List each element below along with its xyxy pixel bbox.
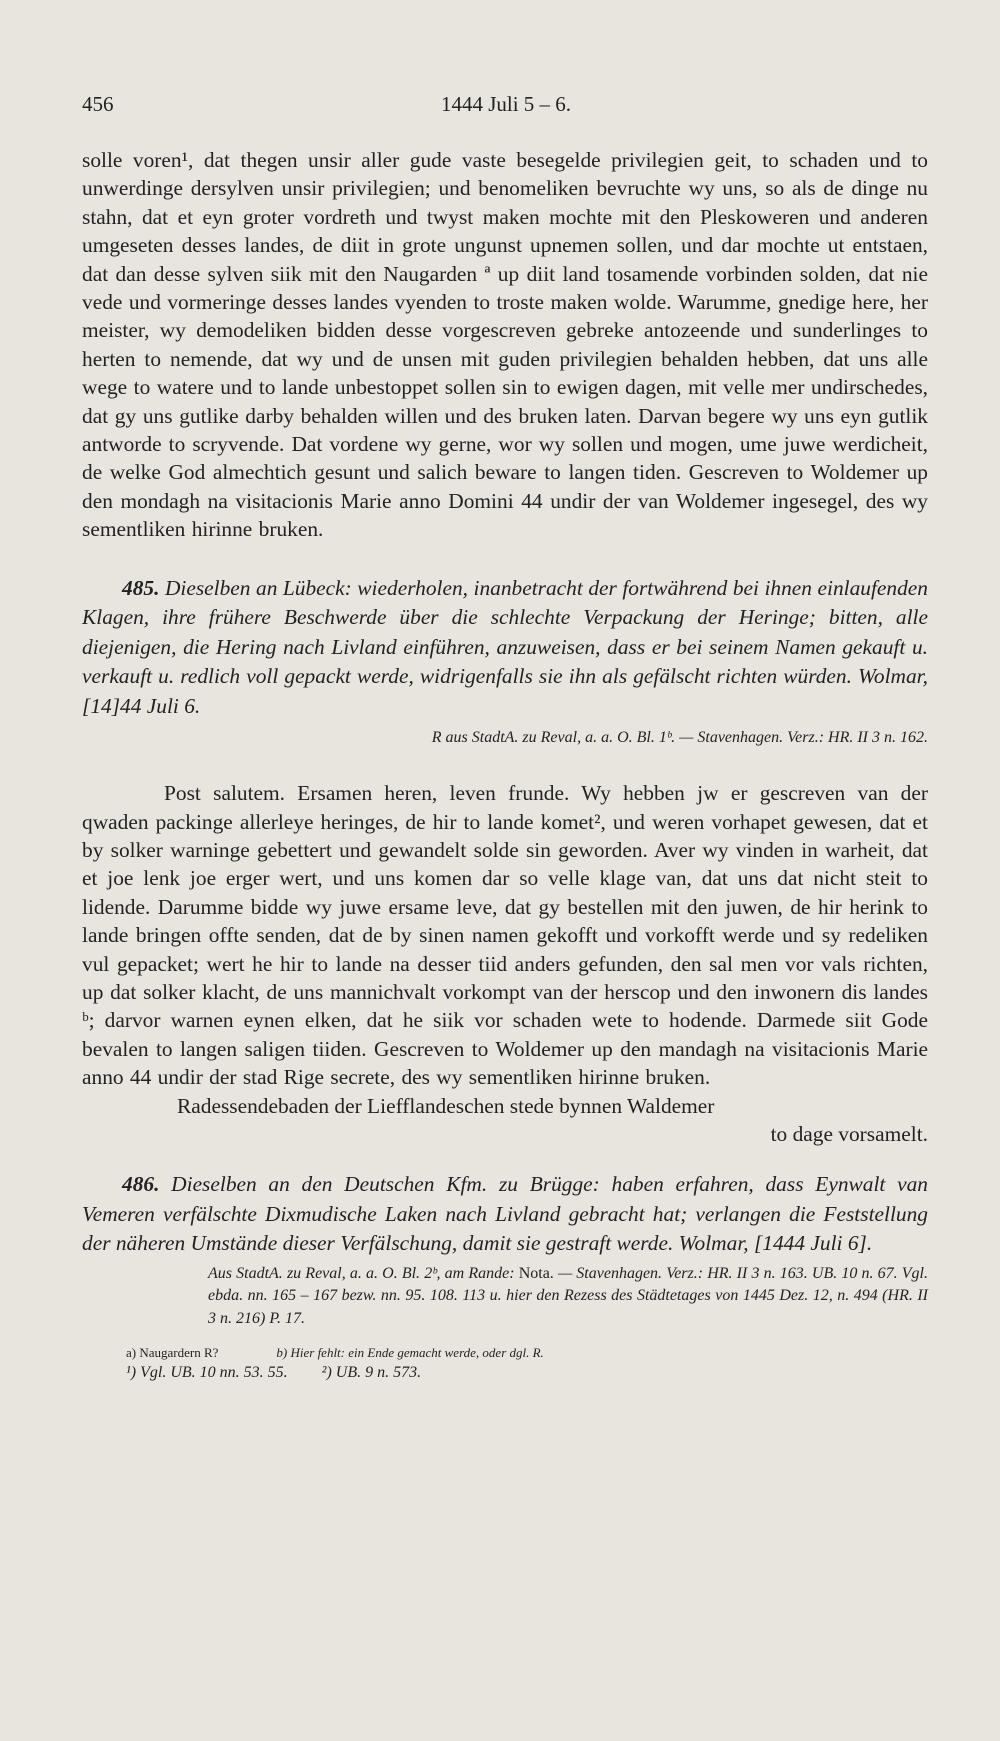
footnote-1: ¹) Vgl. UB. 10 nn. 53. 55. xyxy=(126,1364,288,1382)
entry-number-485: 485. xyxy=(122,575,160,600)
regest-486-text: Dieselben an den Deutschen Kfm. zu Brügge: haben erfahren, dass Eynwalt van Vemeren verfälschte Dixmudische Laken nach Livland gebracht hat; verlangen die Feststellung der näheren Umstände dieser Verfälschung, damit sie gestraft werde. Wolmar, [1444 Juli 6]. xyxy=(82,1172,928,1256)
closing-line-2: to dage vorsamelt. xyxy=(770,1122,928,1147)
footnote-2: ²) UB. 9 n. 573. xyxy=(321,1364,422,1382)
closing-line-1: Radessendebaden der Liefflandeschen stede bynnen Waldemer xyxy=(177,1093,715,1118)
regest-485-text: Dieselben an Lübeck: wiederholen, inanbetracht der fortwährend bei ihnen einlaufenden Klagen, ihre frühere Beschwerde über die schlechte Verpackung der Heringe; bitten, alle diejenigen, die Hering nach Livland einführen, anzuweisen, dass er bei seinem Namen gekauft u. verkauft u. redlich voll gepackt werde, widrigenfalls sie ihn als gefälscht richten würden. Wolmar, [14]44 Juli 6. xyxy=(82,575,928,718)
running-head-date: 1444 Juli 5 – 6. xyxy=(440,92,572,116)
footnotes-numbers xyxy=(126,1362,928,1384)
main-text xyxy=(82,146,928,1384)
letter-485-text: Post salutem. Ersamen heren, leven frunde. Wy hebben jw er gescreven van der qwaden packinge allerleye heringes, de hir to lande komet², und weren vorhapet gewesen, dat et by solker warninge gebettert und gewandelt solde sin geworden. Aver wy vinden in warheit, dat et joe lenk joe erger wert, und uns komen dar so velle klage van, dat uns dat nicht steit to lidende. Darumme bidde wy juwe ersame leve, dat gy bestellen mit den juwen, de hir herink to lande bringen offte senden, dat de by sinen namen gekofft und vorkofft werde und sy redeliken vul gepacket; wert he hir to lande na desser tiid anders gefunden, den sal men vor vals richten, up dat solker klacht, de uns mannichvalt vorkompt van der herscop und den inwonern dis landes ᵇ; darvor warnen eynen elken, dat he siik vor schaden wete to hodende. Darmede siit Gode bevalen to langen saligen tiiden. Gescreven to Woldemer up den mandagh na visitacionis Marie anno 44 undir der stad Rige secrete, des wy sementliken hirinne bruken. xyxy=(82,781,928,1090)
page-header xyxy=(82,92,930,122)
entry-number-486: 486. xyxy=(122,1172,160,1197)
closing-485 xyxy=(82,1092,928,1149)
source-note-485: R aus StadtA. zu Reval, a. a. O. Bl. 1ᵇ. — Stavenhagen. Verz.: HR. II 3 n. 162. xyxy=(431,729,928,747)
letter-484-continuation: solle voren¹, dat thegen unsir aller gude vaste besegelde privilegien geit, to schaden und to unwerdinge dersylven unsir privilegien; und benomeliken bevruchte wy uns, so als de dinge nu stahn, dat et eyn groter vordreth und twyst maken mochte mit den Pleskoweren und anderen umgeseten desses landes, de diit in grote ungunst upnemen sollen, und dar mochte ut entstaen, dat dan desse sylven siik mit den Naugarden ª up diit land tosamende vorbinden solden, dat nie vede und vormeringe desses landes vyenden to troste maken wolde. Warumme, gnedige here, her meister, wy demodeliken bidden desse vorgescreven gebreke antozeende und sunderlinges to herten to nemende, dat wy und de unsen mit guden privilegien behalden hebben, dat uns alle wege to watere und to lande unbestoppet sollen sin to ewigen dagen, mit velle mer undirschedes, dat gy uns gutlike darby behalden willen und des bruken laten. Darvan begere wy uns eyn gutlik antworde to scryvende. Dat vordene wy gerne, wor wy sollen und mogen, ume juwe werdicheit, de welke God almechtich gesunt und salich beware to langen tiden. Gescreven to Woldemer up den mondagh na visitacionis Marie anno Domini 44 undir der van Woldemer ingesegel, des wy sementliken hirinne bruken. xyxy=(82,148,928,542)
footnote-b: b) Hier fehlt: ein Ende gemacht werde, oder dgl. R. xyxy=(276,1345,544,1361)
source-note-486: Aus StadtA. zu Reval, a. a. O. Bl. 2ᵇ, am Rande: Nota. — Stavenhagen. Verz.: HR. II 3 n. 163. UB. 10 n. 67. Vgl. ebda. nn. 165 – 167 bezw. nn. 95. 108. 113 u. hier den Rezess des Städtetages von 1445 Dez. 12, n. 494 (HR. II 3 n. 216) P. 17. xyxy=(208,1264,929,1327)
page-number: 456 xyxy=(82,92,114,116)
footnotes-letters xyxy=(126,1344,928,1362)
regest-486 xyxy=(82,1170,928,1259)
footnote-a: a) Naugardern R? xyxy=(126,1345,219,1361)
regest-485 xyxy=(82,574,928,722)
